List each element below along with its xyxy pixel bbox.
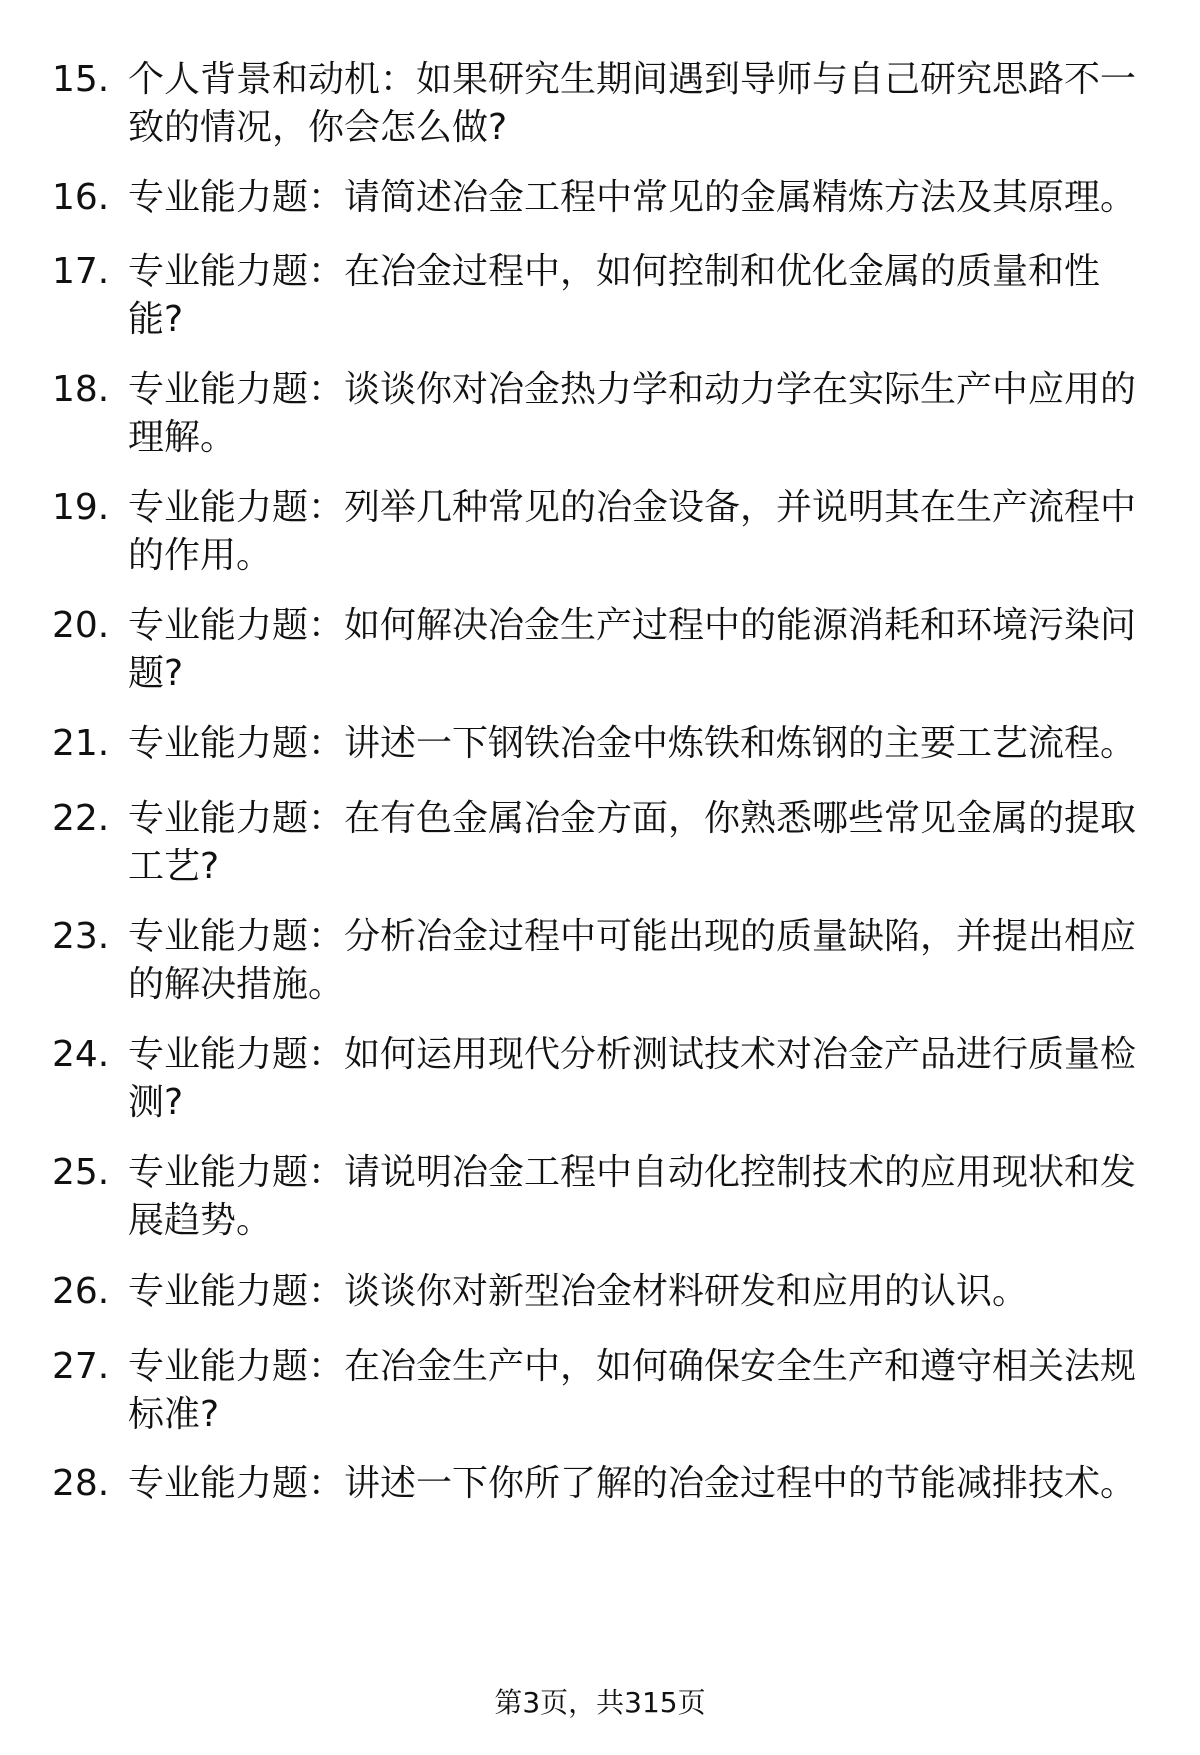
- question-body: [128, 1343, 1138, 1439]
- question-text: 列举几种常见的冶金设备，并说明其在生产流程中的作用。: [128, 487, 1137, 576]
- question-text: 如何运用现代分析测试技术对冶金产品进行质量检测?: [128, 1034, 1137, 1123]
- question-text: 如果研究生期间遇到导师与自己研究思路不一致的情况，你会怎么做?: [128, 59, 1137, 148]
- question-text: 讲述一下你所了解的冶金过程中的节能减排技术。: [344, 1463, 1137, 1504]
- question-text: 在有色金属冶金方面，你熟悉哪些常见金属的提取工艺?: [128, 798, 1137, 887]
- question-body: [128, 1268, 1138, 1316]
- question-category: 专业能力题：: [128, 177, 345, 218]
- question-category: 专业能力题：: [128, 1271, 345, 1312]
- question-category: 个人背景和动机：: [128, 59, 417, 100]
- question-category: 专业能力题：: [128, 605, 345, 646]
- question-body: [128, 484, 1138, 580]
- question-category: 专业能力题：: [128, 723, 345, 764]
- question-number: 22.: [52, 798, 110, 839]
- question-number: 26.: [52, 1271, 110, 1312]
- question-category: 专业能力题：: [128, 369, 345, 410]
- question-category: 专业能力题：: [128, 487, 345, 528]
- question-text: 谈谈你对新型冶金材料研发和应用的认识。: [344, 1271, 1029, 1312]
- question-text: 请说明冶金工程中自动化控制技术的应用现状和发展趋势。: [128, 1152, 1137, 1241]
- question-text: 在冶金生产中，如何确保安全生产和遵守相关法规标准?: [128, 1346, 1137, 1435]
- question-category: 专业能力题：: [128, 1152, 345, 1193]
- question-category: 专业能力题：: [128, 916, 345, 957]
- question-number: 16.: [52, 177, 110, 218]
- question-category: 专业能力题：: [128, 1034, 345, 1075]
- question-body: [128, 913, 1138, 1009]
- question-category: 专业能力题：: [128, 1346, 345, 1387]
- page-footer: 第3页，共315页: [494, 1686, 706, 1719]
- question-body: [128, 1460, 1138, 1508]
- question-body: [128, 1149, 1138, 1245]
- question-number: 24.: [52, 1034, 110, 1075]
- question-category: 专业能力题：: [128, 1463, 345, 1504]
- question-number: 20.: [52, 605, 110, 646]
- question-text: 如何解决冶金生产过程中的能源消耗和环境污染问题?: [128, 605, 1137, 694]
- question-number: 25.: [52, 1152, 110, 1193]
- question-body: [128, 720, 1138, 768]
- question-body: [128, 248, 1138, 344]
- question-body: [128, 602, 1138, 698]
- question-text: 谈谈你对冶金热力学和动力学在实际生产中应用的理解。: [128, 369, 1137, 458]
- question-number: 15.: [52, 59, 110, 100]
- question-body: [128, 795, 1138, 891]
- question-number: 27.: [52, 1346, 110, 1387]
- question-number: 18.: [52, 369, 110, 410]
- question-body: [128, 366, 1138, 462]
- question-body: [128, 174, 1138, 222]
- question-number: 19.: [52, 487, 110, 528]
- question-number: 21.: [52, 723, 110, 764]
- question-number: 17.: [52, 251, 110, 292]
- question-text: 请简述冶金工程中常见的金属精炼方法及其原理。: [344, 177, 1137, 218]
- question-text: 讲述一下钢铁冶金中炼铁和炼钢的主要工艺流程。: [344, 723, 1137, 764]
- question-text: 在冶金过程中，如何控制和优化金属的质量和性能?: [128, 251, 1101, 340]
- question-body: [128, 56, 1138, 152]
- question-number: 23.: [52, 916, 110, 957]
- question-category: 专业能力题：: [128, 798, 345, 839]
- question-text: 分析冶金过程中可能出现的质量缺陷，并提出相应的解决措施。: [128, 916, 1137, 1005]
- question-number: 28.: [52, 1463, 110, 1504]
- question-body: [128, 1031, 1138, 1127]
- question-category: 专业能力题：: [128, 251, 345, 292]
